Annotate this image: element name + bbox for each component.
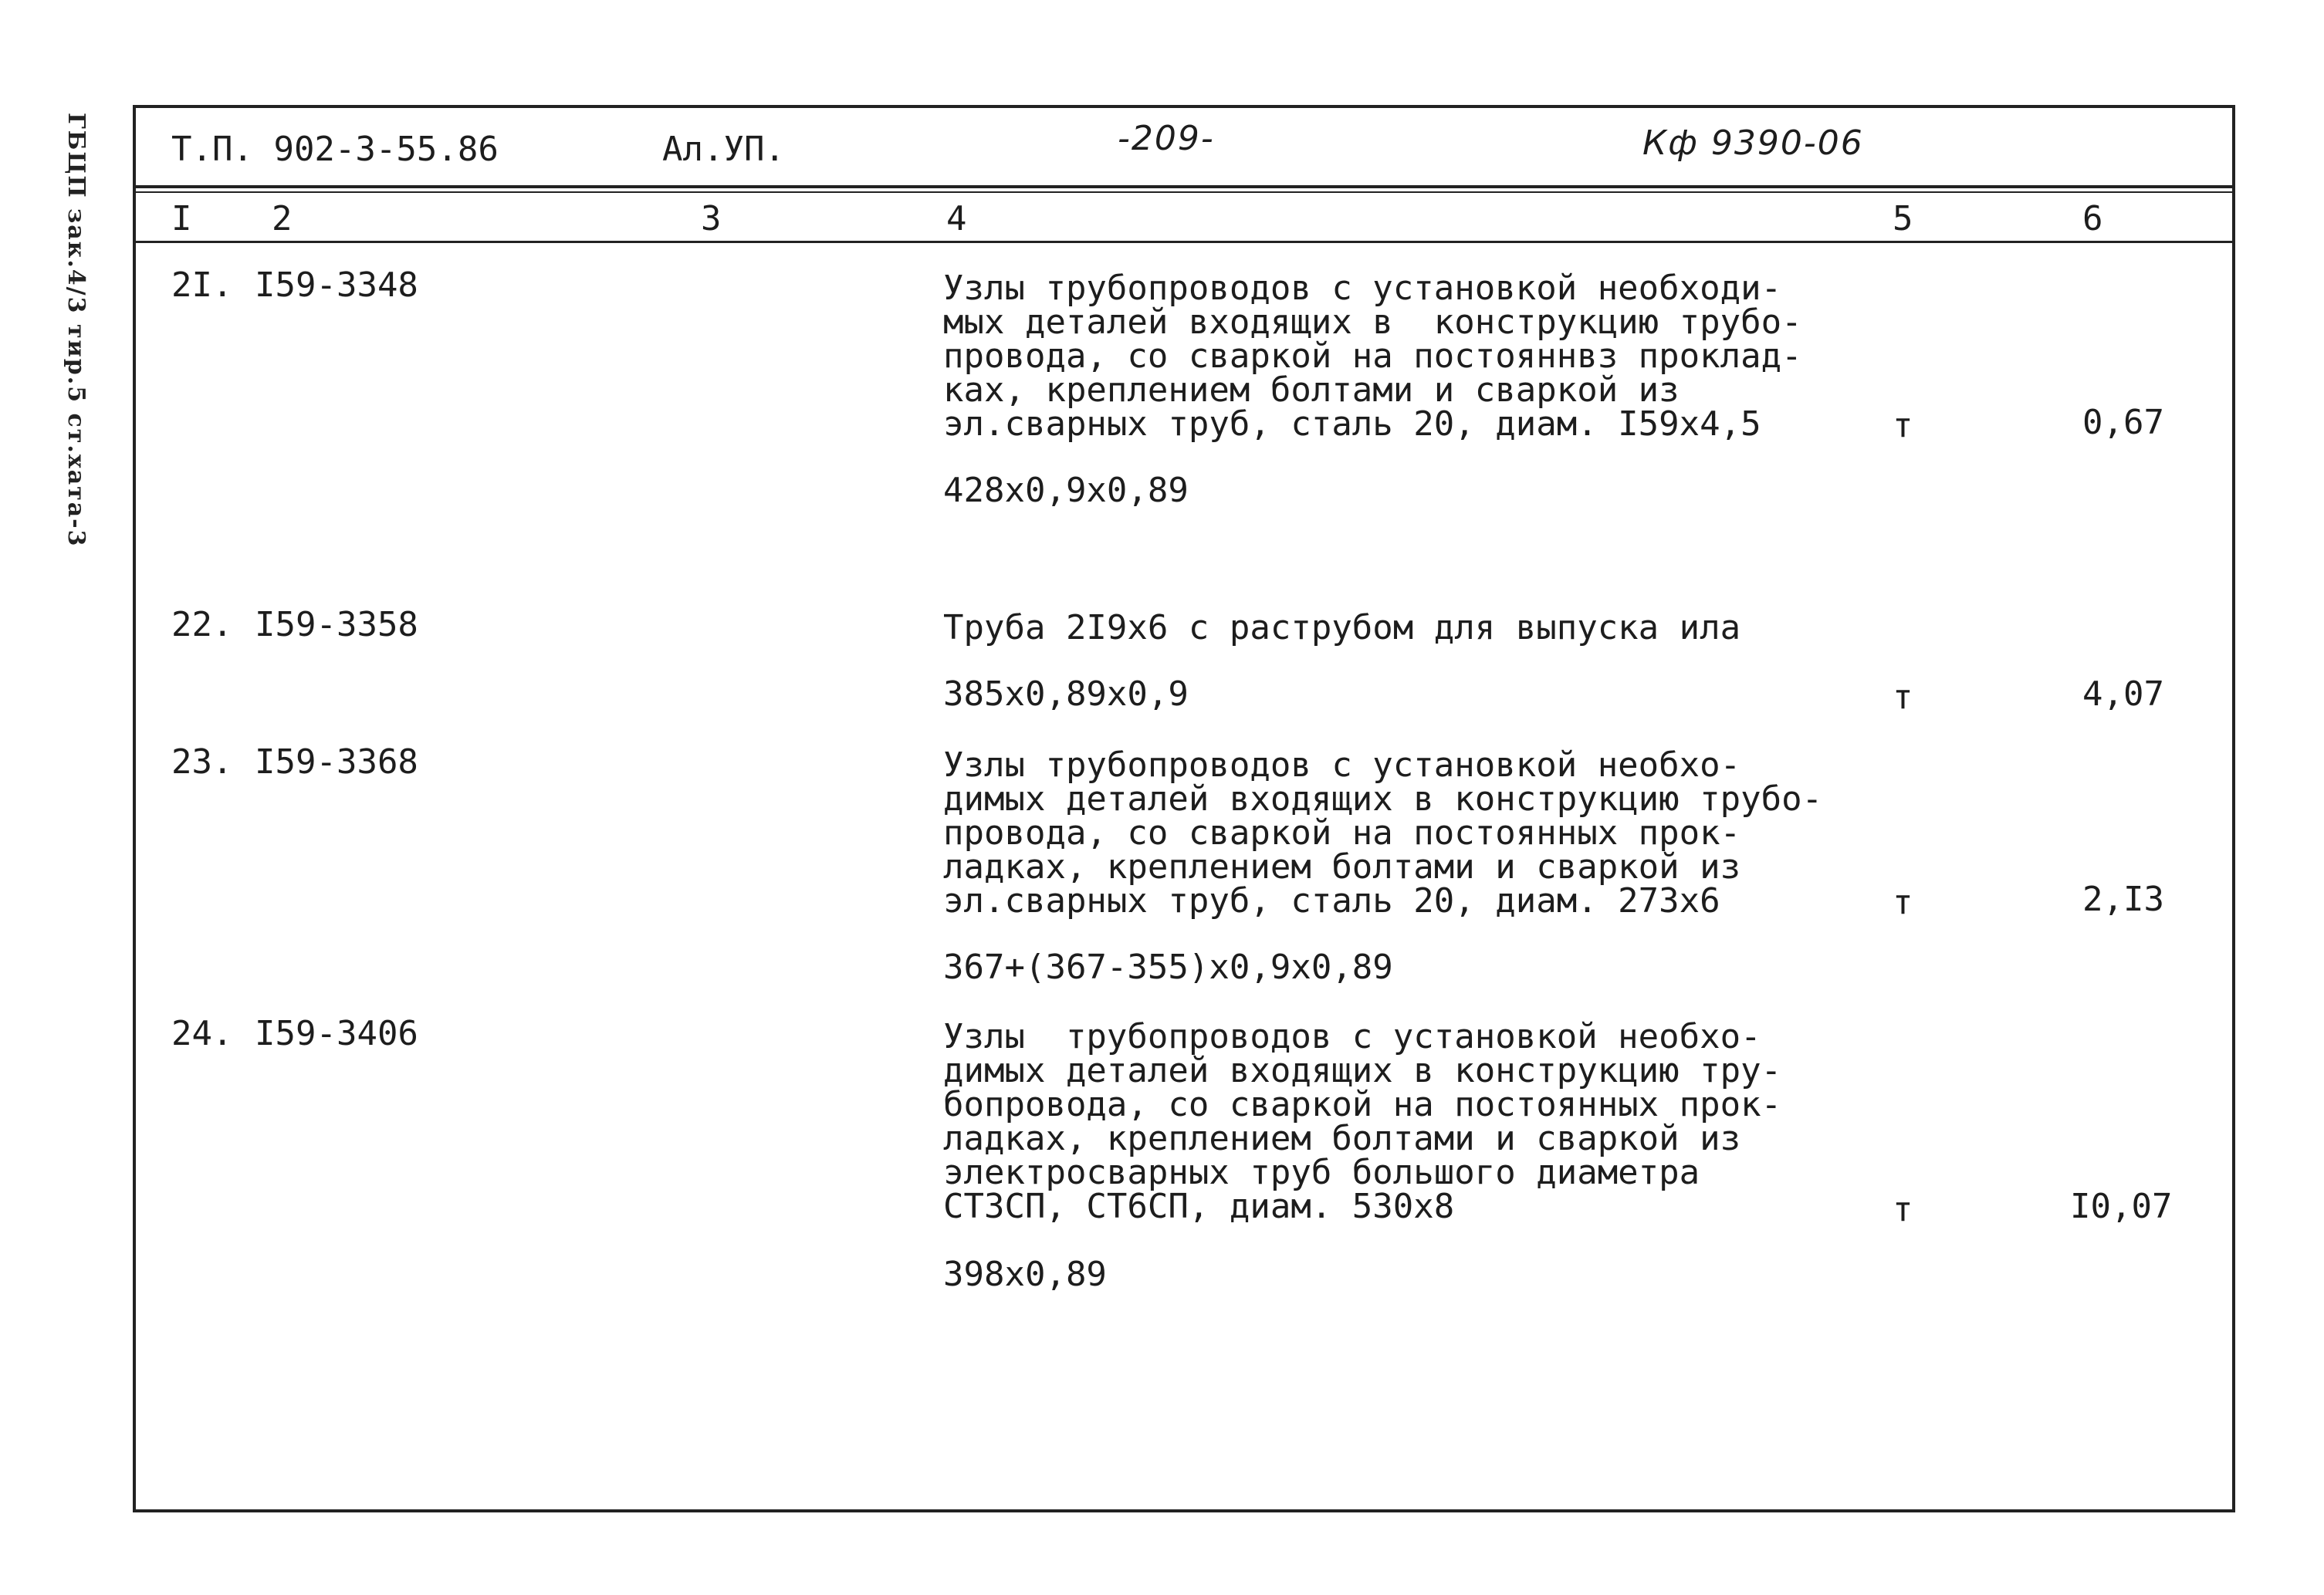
column-number-5: 5 bbox=[1893, 199, 1913, 238]
row-number: 24. bbox=[171, 1014, 233, 1053]
row-description bbox=[943, 1017, 1869, 1226]
description-line: бопровода, со сваркой на постоянных прок- bbox=[943, 1085, 1782, 1124]
description-line: Труба 2I9x6 с раструбом для выпуска ила bbox=[943, 608, 1741, 647]
column-number-2: 2 bbox=[272, 199, 293, 238]
description-line: Узлы трубопроводов с установкой необхо- bbox=[943, 1017, 1761, 1056]
row-unit: т bbox=[1893, 1190, 1913, 1229]
album-label: Ал.УП. bbox=[662, 130, 785, 169]
description-line: эл.сварных труб, сталь 20, диам. 273x6 bbox=[943, 881, 1720, 921]
row-number: 23. bbox=[171, 742, 233, 782]
description-line: провода, со сваркой на постоянных прок- bbox=[943, 813, 1741, 853]
column-number-3: 3 bbox=[701, 199, 722, 238]
description-line: электросварных труб большого диаметра bbox=[943, 1153, 1700, 1192]
project-number: Т.П. 902-3-55.86 bbox=[171, 130, 499, 169]
column-number-1: I bbox=[171, 199, 192, 238]
description-line: димых деталей входящих в конструкцию трубо- bbox=[943, 779, 1823, 819]
row-description bbox=[943, 608, 1869, 647]
column-number-6: 6 bbox=[2082, 199, 2103, 238]
row-calculation: 367+(367-355)x0,9x0,89 bbox=[943, 948, 1393, 987]
description-line: ладках, креплением болтами и сваркой из bbox=[943, 1119, 1741, 1158]
description-line: Узлы трубопроводов с установкой необходи- bbox=[943, 269, 1782, 308]
row-quantity: 2,I3 bbox=[2082, 880, 2164, 919]
description-line: ках, креплением болтами и сваркой из bbox=[943, 370, 1680, 410]
row-code: I59-3406 bbox=[255, 1014, 418, 1053]
row-quantity: 0,67 bbox=[2082, 403, 2164, 442]
row-code: I59-3348 bbox=[255, 265, 418, 305]
row-unit: т bbox=[1893, 406, 1913, 445]
row-description bbox=[943, 269, 1869, 444]
column-number-4: 4 bbox=[946, 199, 967, 238]
row-number: 22. bbox=[171, 605, 233, 644]
row-number: 2I. bbox=[171, 265, 233, 305]
page-number: -209- bbox=[1118, 119, 1215, 158]
row-unit: т bbox=[1893, 678, 1913, 717]
description-line: СТ3СП, СТ6СП, диам. 530x8 bbox=[943, 1187, 1455, 1226]
row-description bbox=[943, 745, 1869, 921]
margin-stamp-text: ГБЦП зак.4/3 тир.5 ст.хата-3 bbox=[63, 113, 90, 548]
description-line: эл.сварных труб, сталь 20, диам. I59x4,5 bbox=[943, 404, 1761, 444]
row-code: I59-3368 bbox=[255, 742, 418, 782]
description-line: Узлы трубопроводов с установкой необхо- bbox=[943, 745, 1741, 785]
description-line: ладках, креплением болтами и сваркой из bbox=[943, 847, 1741, 887]
row-calculation: 428x0,9x0,89 bbox=[943, 471, 1189, 510]
column-header-divider bbox=[133, 241, 2235, 243]
header-divider-inner bbox=[133, 191, 2235, 193]
row-quantity: I0,07 bbox=[2070, 1187, 2173, 1226]
row-code: I59-3358 bbox=[255, 605, 418, 644]
description-line: провода, со сваркой на постояннвз проклад- bbox=[943, 336, 1802, 376]
row-quantity: 4,07 bbox=[2082, 674, 2164, 714]
row-unit: т bbox=[1893, 883, 1913, 922]
row-calculation: 385x0,89x0,9 bbox=[943, 674, 1189, 714]
row-calculation: 398x0,89 bbox=[943, 1255, 1107, 1294]
document-stamp: Кф 9390-06 bbox=[1642, 123, 1864, 163]
header-divider bbox=[133, 185, 2235, 188]
margin-stamp bbox=[63, 113, 111, 548]
description-line: мых деталей входящих в конструкцию трубо- bbox=[943, 302, 1802, 342]
description-line: димых деталей входящих в конструкцию тру- bbox=[943, 1051, 1782, 1090]
